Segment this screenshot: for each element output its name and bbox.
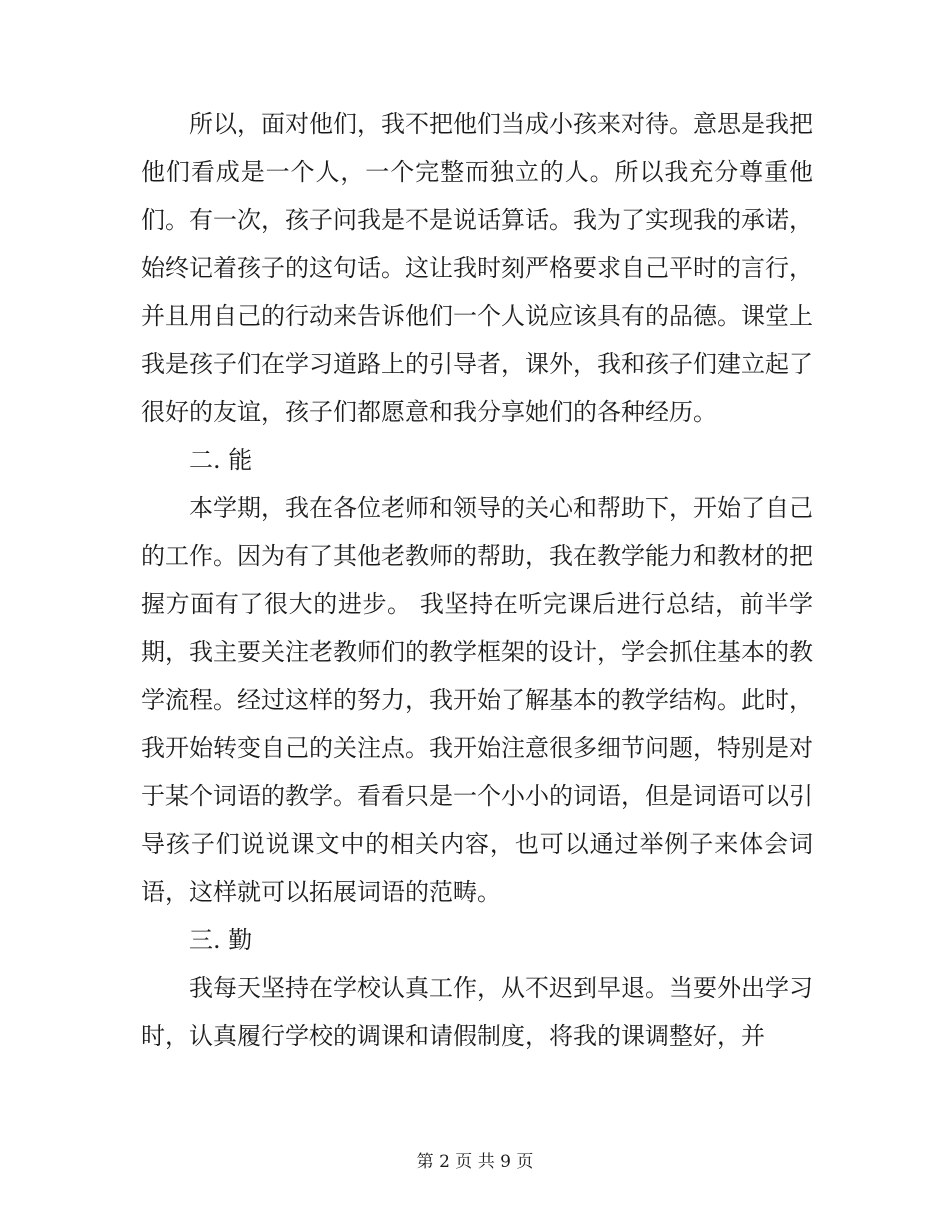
section-heading-diligence: 三. 勤 xyxy=(189,926,253,954)
page-footer: 第 2 页 共 9 页 xyxy=(416,1152,534,1172)
paragraph-ability: 本学期，我在各位老师和领导的关心和帮助下，开始了自己的工作。因为有了其他老教师的帮助，我在教学能力和教材的把握方面有了很大的进步。 我坚持在听完课后进行总结，前半学期，我主要关注老教师们的教学框架的设计，学会抓住基本的教学流程。经过这样的努力，我开始了解基本的教学结构。此时，我开始转变自己的关注点。我开始注意很多细节问题，特别是对于某个词语的教学。看看只是一个小小的词语，但是词语可以引导孩子们说说课文中的相关内容，也可以通过举例子来体会词语，这样就可以拓展词语的范畴。 xyxy=(141,494,813,906)
section-heading-ability: 二. 能 xyxy=(189,446,253,474)
document-body xyxy=(141,100,813,1060)
paragraph-diligence: 我每天坚持在学校认真工作，从不迟到早退。当要外出学习时，认真履行学校的调课和请假制度，将我的课调整好，并 xyxy=(141,974,813,1050)
paragraph-respect: 所以，面对他们，我不把他们当成小孩来对待。意思是我把他们看成是一个人，一个完整而独立的人。所以我充分尊重他们。有一次，孩子问我是不是说话算话。我为了实现我的承诺，始终记着孩子的这句话。这让我时刻严格要求自己平时的言行，并且用自己的行动来告诉他们一个人说应该具有的品德。课堂上我是孩子们在学习道路上的引导者，课外，我和孩子们建立起了很好的友谊，孩子们都愿意和我分享她们的各种经历。 xyxy=(141,110,813,426)
